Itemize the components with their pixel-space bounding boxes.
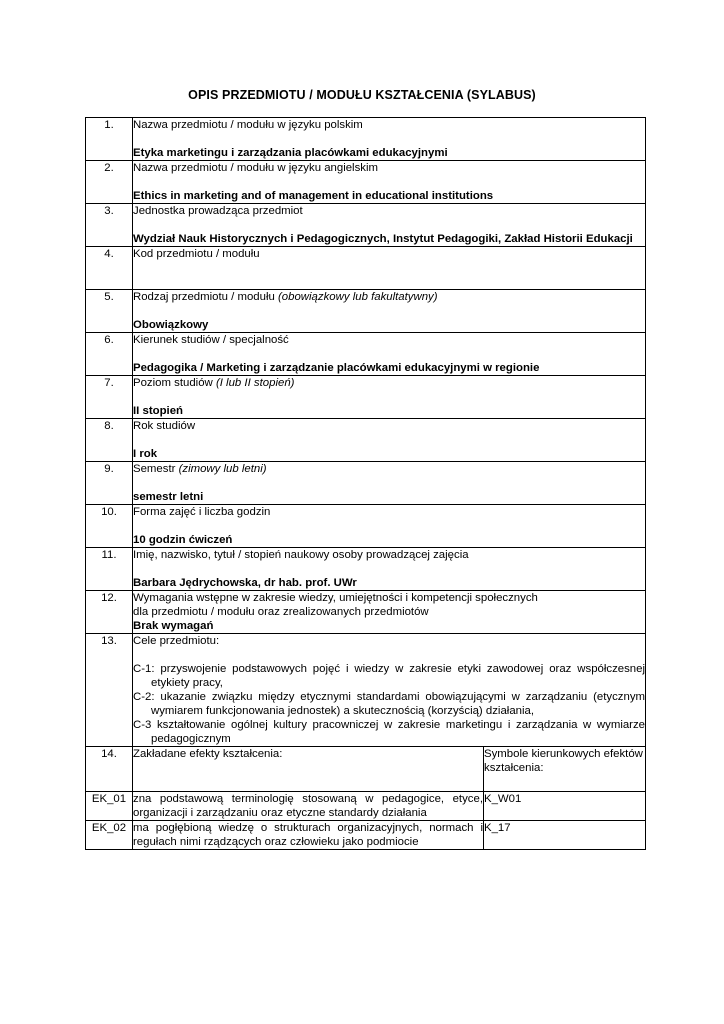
table-row (86, 204, 646, 247)
spacer (133, 132, 645, 146)
page-title: OPIS PRZEDMIOTU / MODUŁU KSZTAŁCENIA (SYLABUS) (188, 88, 536, 102)
row-content (133, 376, 646, 419)
effect-text: zna podstawową terminologię stosowaną w pedagogice, etyce, organizacji i zarządzaniu oraz etyczne standardy działania (133, 793, 483, 819)
table-row (86, 747, 646, 792)
row-number: 8. (86, 419, 133, 462)
row-content (133, 204, 646, 247)
table-row (86, 118, 646, 161)
symbols-header: Symbole kierunkowych efektów kształcenia: (484, 747, 646, 792)
row-label: Nazwa przedmiotu / modułu w języku polskim (133, 119, 363, 131)
row-content (133, 591, 646, 634)
row-number: 7. (86, 376, 133, 419)
row-value: Wydział Nauk Historycznych i Pedagogicznych, Instytut Pedagogiki, Zakład Historii Edukacji (133, 233, 633, 245)
table-row (86, 462, 646, 505)
row-content (133, 505, 646, 548)
spacer (133, 261, 645, 275)
row-label: Imię, nazwisko, tytuł / stopień naukowy osoby prowadzącej zajęcia (133, 549, 469, 561)
spacer (133, 476, 645, 490)
row-content (133, 634, 646, 747)
row-number: 11. (86, 548, 133, 591)
row-label: Cele przedmiotu: (133, 635, 220, 647)
row-content (133, 548, 646, 591)
spacer (133, 175, 645, 189)
row-number: 12. (86, 591, 133, 634)
row-number: 2. (86, 161, 133, 204)
goal-item: C-1: przyswojenie podstawowych pojęć i wiedzy w zakresie etyki zawodowej oraz współczesnej etykiety pracy, (133, 663, 646, 689)
spacer (133, 218, 645, 232)
row-label: Forma zajęć i liczba godzin (133, 506, 271, 518)
table-row (86, 419, 646, 462)
row-value: I rok (133, 448, 158, 460)
table-row (86, 333, 646, 376)
row-number: 6. (86, 333, 133, 376)
row-content (133, 419, 646, 462)
effect-symbol: K_W01 (484, 792, 646, 821)
row-number: 10. (86, 505, 133, 548)
row-value (133, 275, 645, 289)
table-row (86, 548, 646, 591)
spacer (133, 648, 645, 662)
goal-item: C-3 kształtowanie ogólnej kultury pracowniczej w zakresie marketingu i zarządzania w wymiarze pedagogicznym (133, 719, 646, 745)
row-content (133, 161, 646, 204)
table-row (86, 634, 646, 747)
effect-code: EK_01 (86, 792, 133, 821)
row-label: Kierunek studiów / specjalność (133, 334, 289, 346)
row-label: dla przedmiotu / modułu oraz zrealizowanych przedmiotów (133, 606, 429, 618)
row-number: 4. (86, 247, 133, 290)
row-value: II stopień (133, 405, 183, 417)
row-value: Ethics in marketing and of management in educational institutions (133, 190, 494, 202)
row-content (133, 290, 646, 333)
row-label: Poziom studiów (133, 377, 216, 389)
spacer (133, 304, 645, 318)
row-value: Barbara Jędrychowska, dr hab. prof. UWr (133, 577, 357, 589)
row-number: 3. (86, 204, 133, 247)
row-label: Rodzaj przedmiotu / modułu (133, 291, 278, 303)
table-row (86, 290, 646, 333)
table-row (86, 247, 646, 290)
row-label-hint: (I lub II stopień) (215, 377, 295, 389)
row-number: 1. (86, 118, 133, 161)
row-value: Obowiązkowy (133, 319, 209, 331)
effect-text: ma pogłębioną wiedzę o strukturach organizacyjnych, normach i regułach nimi rządzących oraz człowieku jako podmiocie (133, 822, 483, 848)
effect-row (86, 821, 646, 850)
row-value: 10 godzin ćwiczeń (133, 534, 233, 546)
row-number: 13. (86, 634, 133, 747)
row-label: Jednostka prowadząca przedmiot (133, 205, 303, 217)
row-number: 14. (86, 747, 133, 792)
row-content: Zakładane efekty kształcenia: (133, 747, 484, 792)
row-label: Kod przedmiotu / modułu (133, 248, 260, 260)
row-content (133, 247, 646, 290)
table-row (86, 161, 646, 204)
row-number: 9. (86, 462, 133, 505)
row-label: Nazwa przedmiotu / modułu w języku angielskim (133, 162, 378, 174)
row-label-hint: (zimowy lub letni) (178, 463, 267, 475)
row-label: Rok studiów (133, 420, 196, 432)
row-label-hint: (obowiązkowy lub fakultatywny) (278, 291, 438, 303)
row-content (133, 333, 646, 376)
row-label: Semestr (133, 463, 179, 475)
spacer (133, 519, 645, 533)
row-number: 5. (86, 290, 133, 333)
spacer (133, 347, 645, 361)
row-content (133, 118, 646, 161)
table-row (86, 591, 646, 634)
table-row (86, 376, 646, 419)
goal-item: C-2: ukazanie związku między etycznymi standardami obowiązującymi w zarządzaniu (etycznym wymiarem funkcjonowania jednostek) a skutecznością (korzyścią) działania, (133, 691, 646, 717)
spacer (133, 562, 645, 576)
row-value: Etyka marketingu i zarządzania placówkami edukacyjnymi (133, 147, 448, 159)
spacer (133, 433, 645, 447)
row-value: Pedagogika / Marketing i zarządzanie placówkami edukacyjnymi w regionie (133, 362, 540, 374)
table-row (86, 505, 646, 548)
syllabus-table (85, 117, 646, 850)
effect-row (86, 792, 646, 821)
row-label: Wymagania wstępne w zakresie wiedzy, umiejętności i kompetencji społecznych (133, 592, 538, 604)
spacer (133, 390, 645, 404)
row-value: semestr letni (133, 491, 204, 503)
effect-code: EK_02 (86, 821, 133, 850)
row-value: Brak wymagań (133, 620, 214, 632)
row-content (133, 462, 646, 505)
effect-symbol: K_17 (484, 821, 646, 850)
